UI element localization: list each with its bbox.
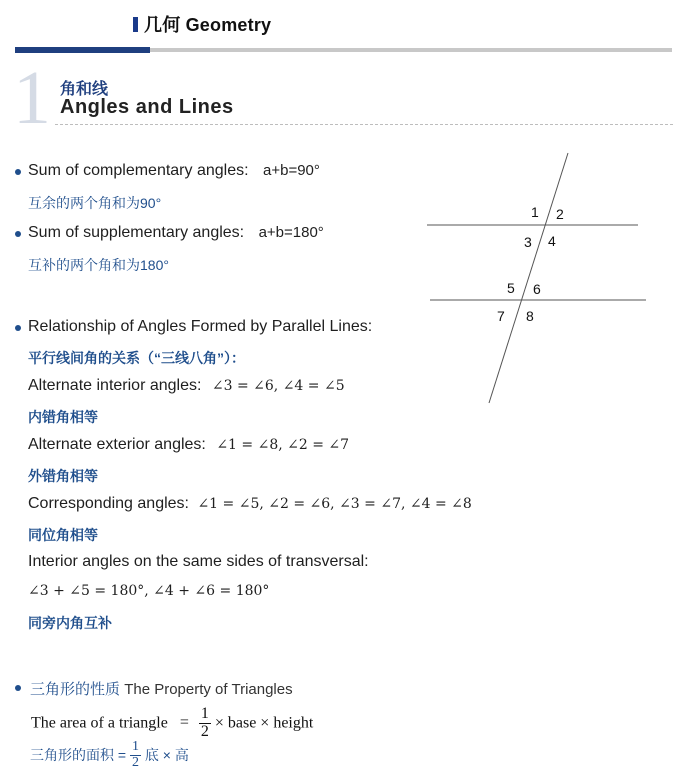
complementary-label: Sum of complementary angles:: [28, 162, 249, 179]
section-number: 1: [13, 56, 51, 140]
page-header-title: 几何 Geometry: [133, 11, 271, 37]
angle-label: 2: [556, 206, 564, 222]
section-title-en: Angles and Lines: [60, 96, 234, 118]
complementary-formula: a+b=90°: [263, 162, 320, 179]
supplementary-cn: 互补的两个角和为180°: [28, 257, 169, 273]
angle-label: 5: [507, 280, 515, 296]
area-fraction: [199, 706, 211, 741]
angle-label: 1: [531, 204, 539, 220]
alt-exterior-label: Alternate exterior angles:: [28, 436, 206, 453]
triangle-heading: [30, 678, 293, 699]
area-equals: =: [179, 714, 189, 732]
area-rest: × base × height: [214, 714, 314, 732]
bullet-icon: [15, 685, 21, 691]
area-cn-fraction-numerator: 1: [131, 739, 139, 754]
alt-interior-cn: 内错角相等: [28, 409, 98, 425]
alt-exterior-formula: ∠1 = ∠8, ∠2 = ∠7: [216, 437, 350, 453]
corresponding-cn: 同位角相等: [28, 527, 98, 543]
angle-label: 8: [526, 308, 534, 324]
alt-interior-label: Alternate interior angles:: [28, 377, 202, 394]
interior-same-side-formula: ∠3 + ∠5 = 180°, ∠4 + ∠6 = 180°: [28, 583, 270, 599]
supplementary-label: Sum of supplementary angles:: [28, 224, 245, 241]
area-cn-fraction-denominator: 2: [131, 754, 139, 770]
corresponding-formula: ∠1 = ∠5, ∠2 = ∠6, ∠3 = ∠7, ∠4 = ∠8: [197, 496, 472, 512]
complementary-cn: 互余的两个角和为90°: [28, 195, 162, 211]
interior-same-side-label: Interior angles on the same sides of transversal:: [28, 553, 369, 570]
section-title-cn: 角和线: [60, 81, 109, 98]
area-cn-fraction: [130, 740, 141, 770]
angle-label: 4: [548, 233, 556, 249]
triangle-heading-en: The Property of Triangles: [124, 681, 293, 698]
area-cn-label: 三角形的面积 =: [30, 747, 127, 764]
angle-label: 6: [533, 281, 541, 297]
area-label: The area of a triangle: [31, 714, 168, 732]
area-cn-rest: 底 × 高: [144, 747, 189, 764]
triangle-area-formula: [31, 706, 313, 741]
angle-label: 3: [524, 234, 532, 250]
area-fraction-denominator: 2: [200, 722, 209, 740]
triangle-area-cn: [30, 740, 189, 770]
parallel-label: Relationship of Angles Formed by Parallel Lines:: [28, 318, 373, 335]
corresponding-label: Corresponding angles:: [28, 495, 189, 512]
parallel-cn: 平行线间角的关系（“三线八角”）：: [28, 350, 245, 366]
angle-label: 7: [497, 308, 505, 324]
transversal-line: [489, 153, 568, 403]
supplementary-formula: a+b=180°: [258, 224, 324, 241]
interior-same-side-cn: 同旁内角互补: [28, 615, 112, 631]
triangle-heading-cn: 三角形的性质: [30, 681, 121, 698]
alt-exterior-cn: 外错角相等: [28, 468, 98, 484]
area-fraction-numerator: 1: [200, 705, 209, 722]
alt-interior-formula: ∠3 = ∠6, ∠4 = ∠5: [211, 378, 345, 394]
